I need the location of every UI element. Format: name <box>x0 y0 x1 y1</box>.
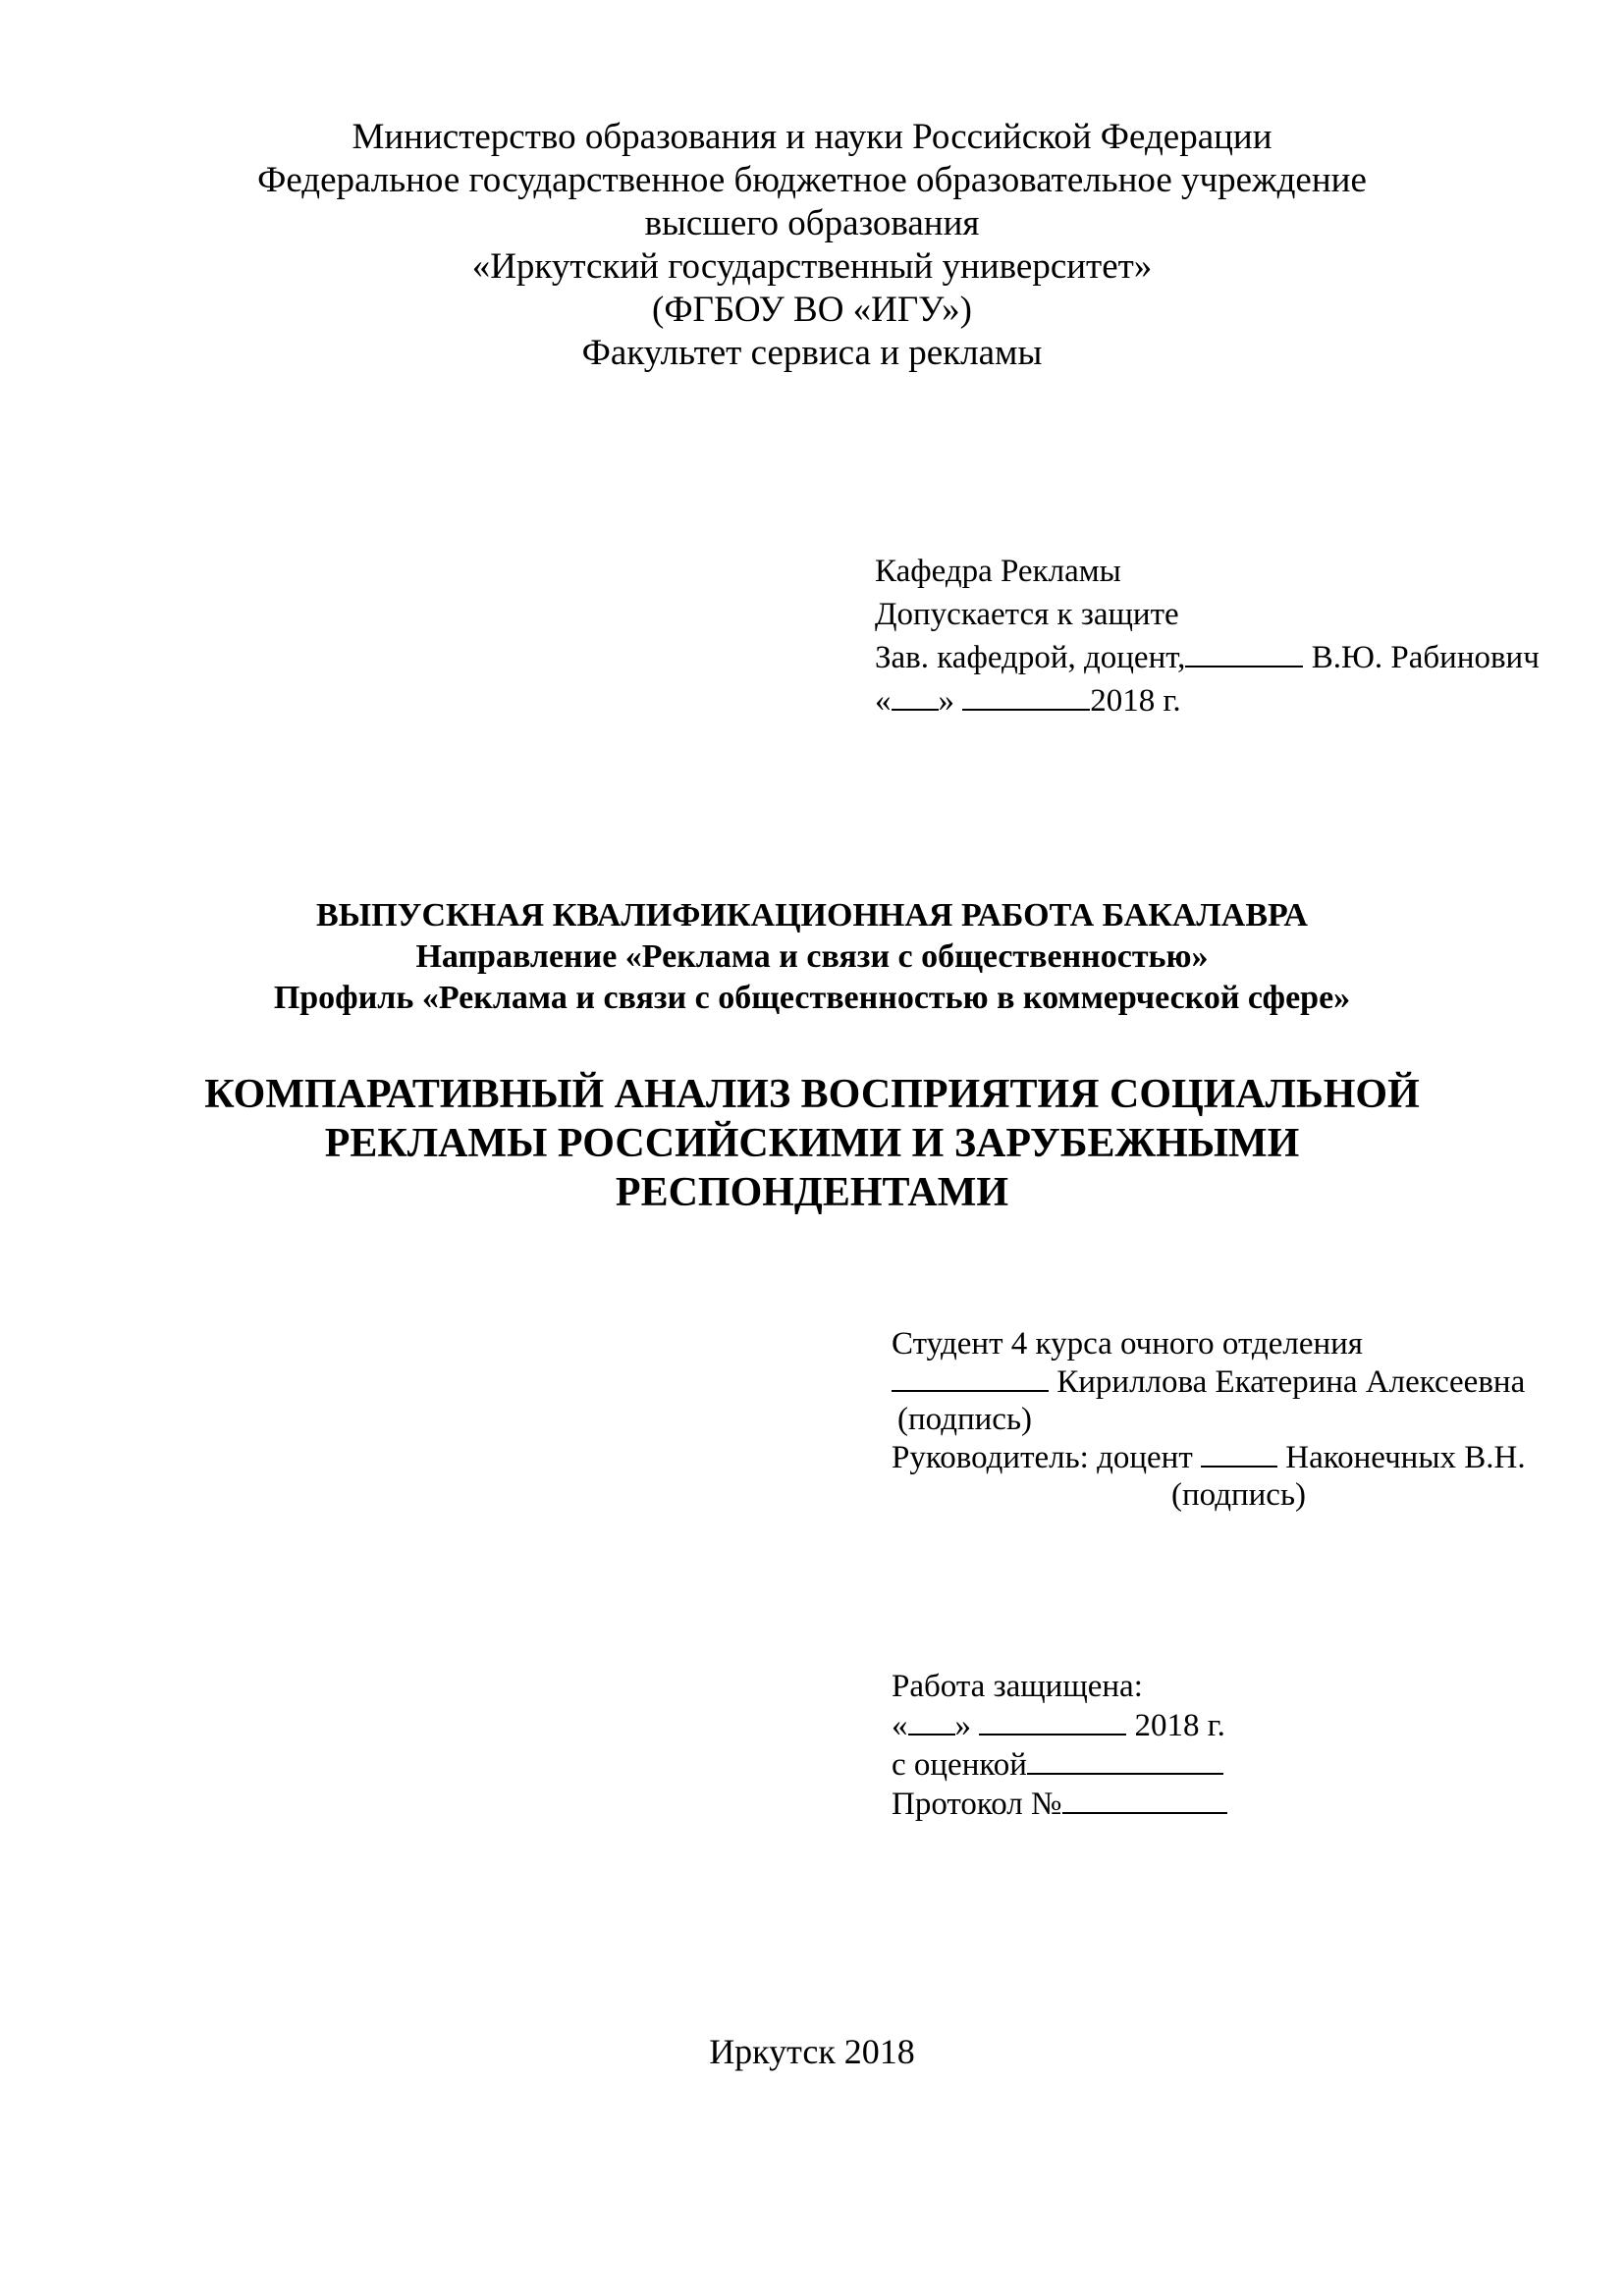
supervisor-signature-blank <box>1201 1438 1277 1468</box>
student-name: Кириллова Екатерина Алексеевна <box>1049 1364 1526 1400</box>
protocol-blank <box>1062 1785 1227 1814</box>
defense-month-blank <box>979 1706 1126 1735</box>
admission-line: Допускается к защите <box>875 597 1179 632</box>
study-profile: Профиль «Реклама и связи с общественностью в коммерческой сфере» <box>273 980 1351 1016</box>
department-name: Кафедра Рекламы <box>875 554 1121 589</box>
thesis-topic <box>0 1070 1624 1217</box>
supervisor-signature-note: (подпись) <box>1171 1477 1306 1513</box>
month-blank <box>962 681 1090 711</box>
day-blank <box>892 681 939 711</box>
date-quote-open: « <box>875 683 892 719</box>
signature-blank <box>1185 638 1303 667</box>
grade-label: с оценкой <box>892 1747 1027 1783</box>
grade-blank <box>1027 1745 1223 1775</box>
student-name-line <box>892 1362 1526 1401</box>
defense-date-line <box>892 1706 1227 1745</box>
university-name: «Иркутский государственный университет» <box>471 246 1153 287</box>
approval-date-line <box>875 679 1540 722</box>
head-title: Зав. кафедрой, доцент, <box>875 640 1186 675</box>
city-year: Иркутск 2018 <box>709 2032 915 2071</box>
defense-day-blank <box>908 1706 955 1735</box>
education-level-line: высшего образования <box>644 203 980 243</box>
protocol-line <box>892 1785 1227 1824</box>
defense-block <box>892 1667 1227 1824</box>
head-name: В.Ю. Рабинович <box>1303 640 1540 675</box>
head-of-department-line <box>875 636 1540 679</box>
topic-line-1: КОМПАРАТИВНЫЙ АНАЛИЗ ВОСПРИЯТИЯ СОЦИАЛЬНОЙ <box>204 1072 1420 1117</box>
protocol-label: Протокол № <box>892 1787 1062 1822</box>
date-quote-close: » <box>938 683 963 719</box>
defense-date-quote-close: » <box>954 1708 980 1743</box>
defense-date-quote-open: « <box>892 1708 908 1743</box>
institution-header <box>0 116 1624 375</box>
university-abbreviation: (ФГБОУ ВО «ИГУ») <box>652 290 972 330</box>
defense-date-year: 2018 г. <box>1126 1708 1225 1743</box>
student-signature-note: (подпись) <box>897 1402 1032 1437</box>
topic-line-3: РЕСПОНДЕНТАМИ <box>615 1170 1009 1215</box>
topic-line-2: РЕКЛАМЫ РОССИЙСКИМИ И ЗАРУБЕЖНЫМИ <box>324 1121 1300 1166</box>
student-block <box>892 1325 1526 1514</box>
grade-line <box>892 1745 1227 1785</box>
student-signature-blank <box>892 1362 1049 1392</box>
work-type-title: ВЫПУСКНАЯ КВАЛИФИКАЦИОННАЯ РАБОТА БАКАЛАВРА <box>316 897 1308 934</box>
supervisor-line <box>892 1438 1526 1476</box>
supervisor-name: Наконечных В.Н. <box>1277 1440 1526 1475</box>
approval-block <box>875 550 1540 722</box>
study-direction: Направление «Реклама и связи с общественностью» <box>415 938 1209 975</box>
faculty-name: Факультет сервиса и рекламы <box>581 333 1043 373</box>
student-course: Студент 4 курса очного отделения <box>892 1326 1363 1362</box>
institution-type-line: Федеральное государственное бюджетное образовательное учреждение <box>257 160 1367 200</box>
defense-status: Работа защищена: <box>892 1669 1143 1704</box>
supervisor-title: Руководитель: доцент <box>892 1440 1201 1475</box>
work-type-block <box>0 895 1624 1019</box>
ministry-line: Министерство образования и науки Российской Федерации <box>352 117 1272 157</box>
date-year: 2018 г. <box>1090 683 1181 719</box>
